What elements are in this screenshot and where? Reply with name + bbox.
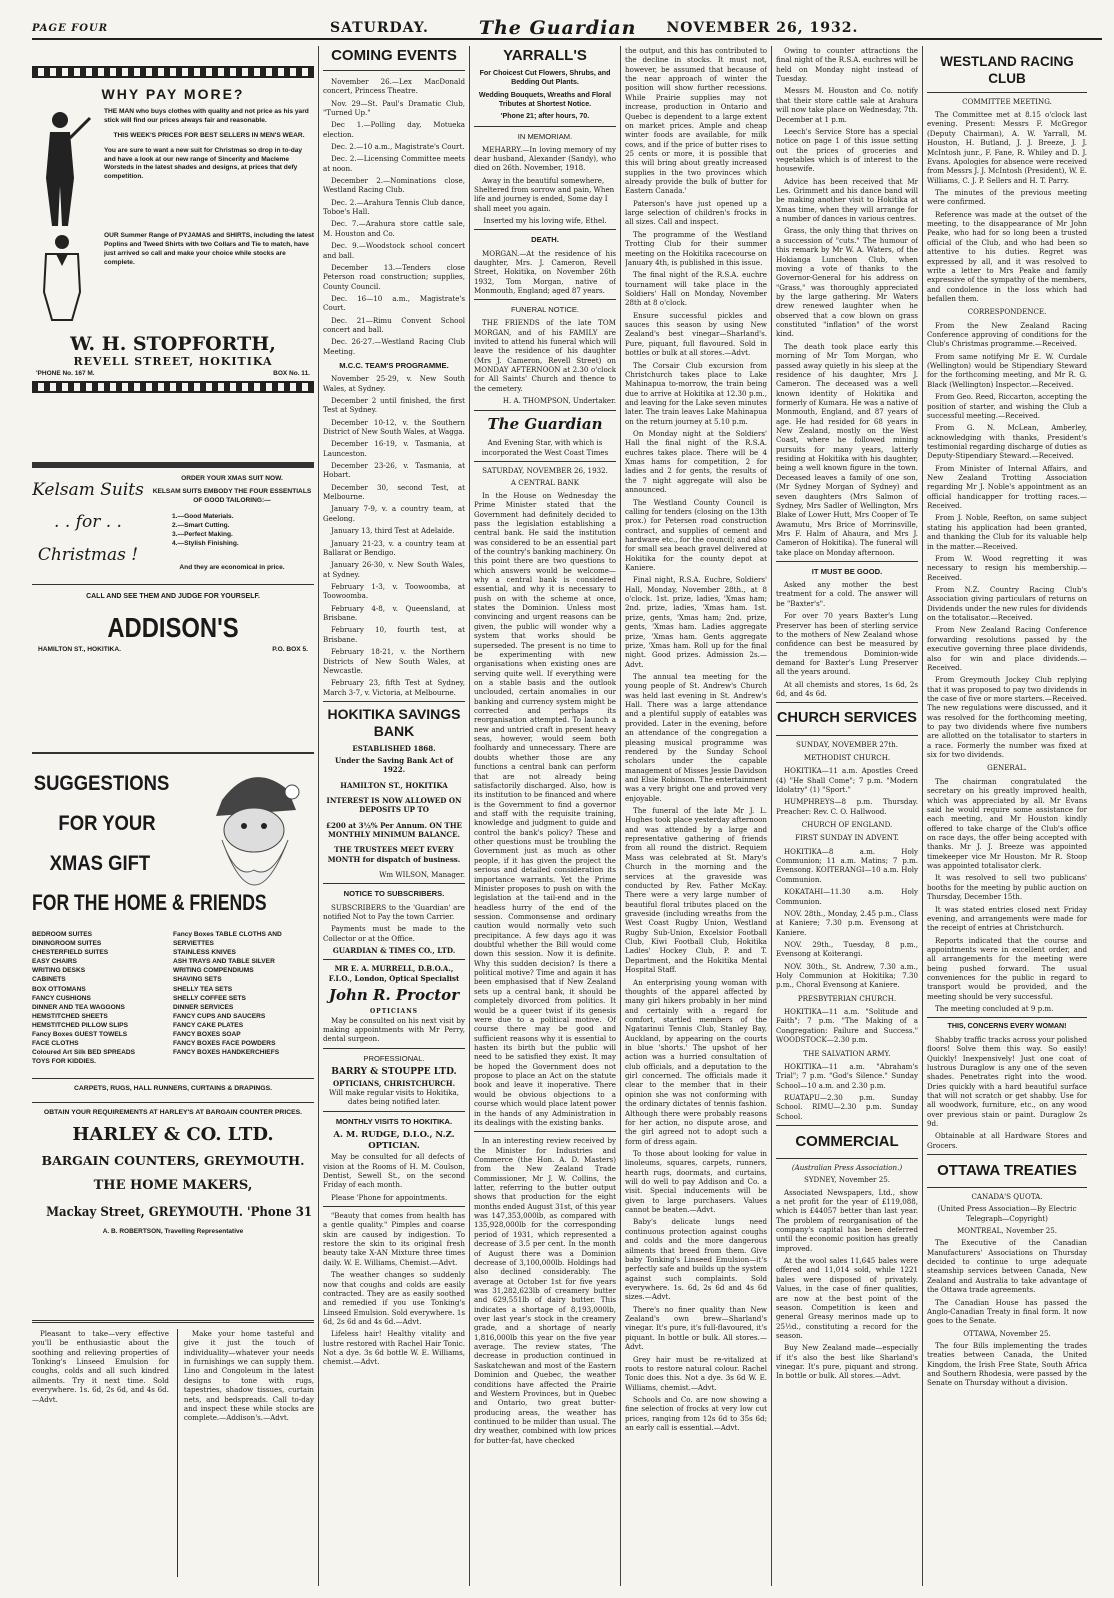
hair-text: Lifeless hair! Healthy vitality and lustre restored with Rachel Hair Tonic. Not a dye. 3s 6d bottle W. E. Williams, chemist.—Advt. <box>323 1329 465 1367</box>
column-5 <box>776 46 918 1586</box>
harley-obtain: OBTAIN YOUR REQUIREMENTS AT HARLEY'S AT BARGAIN COUNTER PRICES. <box>32 1102 314 1116</box>
advert-paragraph: For over 70 years Baxter's Lung Preserver has been of sterling service to the mothers of New Zealand whose confidence can best be measured by the tremendous Dominion-wide demand for Baxter's Lung Preserver all the years around. <box>776 611 918 677</box>
yarrall-text: For Choicest Cut Flowers, Shrubs, and Bedding Out Plants. <box>479 68 611 87</box>
news-paragraph: Grass, the only thing that thrives on a succession of "cuts." The humour of this remark by Mr W. A. Waters, of the Hokianga Luncheon Club, when moving a vote of thanks to the Governor-General for his address on "Grass," was thoroughly appreciated by the large gathering. Mr Waters drew renewed laughter when he observed that a cow blown on grass constituted "inflation" of the worst kind. <box>776 226 918 339</box>
harley-street: Mackay Street, GREYMOUTH. 'Phone 31 <box>46 1205 313 1221</box>
quota-title: CANADA'S QUOTA. <box>971 1191 1043 1201</box>
commercial-item: At the wool sales 11,645 bales were offered and 11,014 sold, while 1221 bales were disposed of privately. Values, in the case of finer qualities, are now at the best point of the season. Competition is keen and general Greasy merinos made up to 25½d., constituting a record for the season. <box>776 1256 918 1340</box>
barry-name: BARRY & STOUPPE LTD. <box>331 1066 457 1077</box>
essential-item: 4.—Stylish Finishing. <box>172 540 239 548</box>
committee-title: COMMITTEE MEETING. <box>962 96 1052 106</box>
service-item: HOKITIKA—11 a.m. Apostles Creed (4) "He Shall Come"; 7 p.m. "Modern Idolatry" (1) "Sport." <box>776 766 918 794</box>
column-3 <box>474 46 616 1586</box>
stopforth-address: REVELL STREET, HOKITIKA <box>73 355 273 368</box>
gift-item: EASY CHAIRS <box>32 958 77 966</box>
concern-text: Shabby traffic tracks across your polished floors! Solve them this way. So easily! Quickly! Inexpensively! Just one coat of lustrous Duraglow is any one of the seven shades. Penetrates right into the wood. Dries quickly with a hard beautiful surface that will not scratch or get shabby. Use for all woodwork, furniture, etc., on any wood over previous stain or paint. Duraglow 2s 9d. <box>927 1034 1087 1129</box>
news-paragraph: The Westland County Council is calling for tenders (closing on the 13th prox.) for Petersen road construction contract, and supplies of cement and hardware etc., for the council; and also for small sea beach gravel delivered at Hokitika for the county depot at Kaniere. <box>625 497 767 573</box>
correspondence-item: From Geo. Reed, Riccarton, accepting the position of starter, and wishing the Club a successful meeting.—Received. <box>927 392 1087 420</box>
col4-paragraphs <box>625 199 767 1433</box>
barry-opticians: OPTICIANS, CHRISTCHURCH. <box>332 1078 456 1088</box>
meeting-paragraph: The minutes of the previous meeting were confirmed. <box>927 187 1087 207</box>
gift-item: HEMSTITCHED SHEETS <box>32 1012 108 1020</box>
commercial-item: Buy New Zealand made—especially if it's also the best like Sharland's vinegar. It's pure, piquant and strong. In bottle or bulk. All stores.—Advt. <box>776 1343 918 1381</box>
bank-title: HOKITIKA SAVINGS BANK <box>327 705 461 739</box>
column-rule <box>922 46 923 1586</box>
gift-item: Fancy Boxes TABLE CLOTHS AND SERVIETTES <box>173 931 282 948</box>
event-item: Dec. 2.—10 a.m., Magistrate's Court. <box>331 141 465 151</box>
presbyterian-list <box>776 1007 918 1044</box>
service-item: HOKITIKA—11 a.m. "Solitude and Faith"; 7 p.m. "The Making of a Congregation: Failure and Success." WOODSTOCK—2.30 p.m. <box>776 1007 918 1045</box>
notice-text: Payments must be made to the Collector or at the Office. <box>323 924 465 943</box>
memoriam-text: MEHARRY.—In loving memory of my dear husband, Alexander (Sandy), who died on 26th. November, 1918. <box>474 144 616 173</box>
fixture-item: February 1-3, v. Toowoomba, at Toowoomba. <box>323 581 465 601</box>
yarrall-phone: 'Phone 21; after hours, 70. <box>500 112 590 121</box>
gift-item: Coloured Art Silk BED SPREADS <box>32 1049 136 1057</box>
man-figure-icon <box>32 108 104 228</box>
ottawa-dateline: MONTREAL, November 25. <box>957 1226 1057 1235</box>
ottawa-text-2: The four Bills implementing the trades treaties between Canada, the United Kingdom, the Irish Free State, South Africa and Southern Rhodesia, were passed by the Senate on Thursday without a division. <box>927 1340 1087 1388</box>
event-item: December 13.—Tenders close Peterson road construction; supplies, County Council. <box>323 262 465 291</box>
gift-item: ASH TRAYS AND TABLE SILVER <box>173 958 275 966</box>
concern-stockists: Obtainable at all Hardware Stores and Grocers. <box>927 1131 1087 1150</box>
gift-item: FANCY BOXES FACE POWDERS <box>173 1040 276 1048</box>
guardian-masthead: The Guardian <box>487 414 603 433</box>
general-list <box>927 777 1087 1014</box>
racing-club-title: WESTLAND RACING CLUB <box>940 54 1074 86</box>
notice-title: NOTICE TO SUBSCRIBERS. <box>343 889 445 899</box>
notice-company: GUARDIAN & TIMES CO., LTD. <box>332 945 456 955</box>
script-line: Kelsam Suits <box>32 480 144 500</box>
mcc-list <box>323 374 465 697</box>
event-item: December 2.—Nominations close, Westland Racing Club. <box>323 176 465 195</box>
central-bank-title: A CENTRAL BANK <box>510 478 580 488</box>
news-paragraph: The funeral of the late Mr J. L. Hughes took place yesterday afternoon and was attended by a large and representative gathering of friends from all round the district. Requiem Mass was celebrated at St. Mary's Church in the morning and the services at the graveside was conducted by Rev. Father McKay. There were a very large number of beautiful floral tributes placed on the graveside (including wreaths from the West Coast Rugby Union, Westland Rugby Sub-Union, Excelsior Football Club, Kiwi Football Club, Hokitika Ladies' Hockey Club, P. and T. Department, and the Hokitika Mental Hospital Staff. <box>625 806 767 975</box>
gift-item: FANCY CUSHIONS <box>32 994 91 1002</box>
general-item: The meeting concluded at 9 p.m. <box>935 1004 1054 1014</box>
ottawa-item: The Canadian House has passed the Anglo-Canadian Treaty in final form. It now goes to the Senate. <box>927 1297 1087 1326</box>
anglican-list <box>776 847 918 990</box>
news-paragraph: The programme of the Westland Trotting Club for their summer meeting on the Hokitika racecourse on January 4th, is published in this issue. <box>625 229 767 267</box>
service-item: HOKITIKA—8 a.m. Holy Communion; 11 a.m. Matins; 7 p.m. Evensong. KOITERANGI—10 a.m. Holy Communion. <box>776 846 918 884</box>
presbyterian-title: PRESBYTERIAN CHURCH. <box>797 993 897 1003</box>
column-6 <box>927 46 1087 1586</box>
commercial-source: (Australian Press Association.) <box>791 1162 903 1172</box>
general-item: The chairman congratulated the secretary on his greatly improved health, which was appreciated by all. Mr Evans said he would require some assistance for each meeting, and Mr Houston kindly offered to take charge of the Club's office on race days, the offer being accepted with thanks. Mr J. J. Breeze was appointed timekeeper vice Mr Houston. Mr R. Stoop was appointed totalisator clerk. <box>927 776 1087 871</box>
fixture-item: January 21-23, v. a country team at Ballarat or Bendigo. <box>323 538 465 557</box>
correspondence-item: From Minister of Internal Affairs, and New Zealand Trotting Association regarding Mr J. Noble's appointment as an official handicapper for trotting races.—Received. <box>927 463 1087 511</box>
event-item: Dec. 7.—Arahura store cattle sale, M. Houston and Co. <box>323 219 465 238</box>
meeting-paragraph: The Committee met at 8.15 o'clock last evening. Present: Messrs F. McGregor (Deputy Chairman), A. W. Yarrall, M. Houston, H. Butland, J. J. Breeze, J. J. McIntosh junr., F. Fane, R. Whiley and D. J. Evans. Apologies for absence were received from Messrs J. J. McIntosh (President), W. E. Williams, C. J. P. Sellers and H. T. Parry. <box>927 110 1087 185</box>
memoriam-inserted: Inserted my his loving wife, Ethel. <box>483 216 607 226</box>
advent-sub: FIRST SUNDAY IN ADVENT. <box>795 833 899 843</box>
service-item: KOKATAHI—11.30 a.m. Holy Communion. <box>776 887 918 906</box>
fixture-item: February 18-21, v. the Northern Districts of New South Wales, at Newcastle. <box>323 647 465 675</box>
racing-paragraphs <box>927 110 1087 303</box>
fixture-item: December 30, second Test, at Melbourne. <box>323 482 465 502</box>
bank-interest: INTEREST IS NOW ALLOWED ON DEPOSITS UP TO <box>326 795 462 815</box>
news-paragraph: On Monday night at the Soldiers' Hall the final night of the R.S.A. euchres takes place. There will be 4 Xmas hams for competition, 2 for ladies and 2 for gents, the results of the 7 night aggregate will also be announced. <box>625 429 767 495</box>
bank-trustees: THE TRUSTEES MEET EVERY MONTH for dispatch of business. <box>327 845 461 864</box>
correspondence-item: From New Zealand Racing Conference forwarding resolutions passed by the executive governing three place dividends, also for win and place dividends.—Received. <box>927 625 1087 672</box>
funeral-title: FUNERAL NOTICE. <box>510 305 580 315</box>
news-paragraph: An enterprising young woman with thoughts of the apparel affected by many girl hikers probably in her mind and certainly with a regard for comfort, startled members of the Ngatarinui Tennis Club, Stanley Bay, Auckland, by appearing on the courts in blue 'shorts.' The upshot of her action was a hurried consultation of club officials, and a deputation to the girl concerned. The officials made it clear to the member that in their opinion she was not conforming with the ordinary dictates of tennis fashion. Although there were probably reasons for her action, no dispute arose, and the girl agreed not to adopt such a form of dress again. <box>625 977 767 1146</box>
gift-item: CABINETS <box>32 976 66 984</box>
coming-events-title: COMING EVENTS <box>323 46 465 71</box>
butter-review: In an interesting review received by the Minister for Industries and Commerce (the Hon. A. D. Masters) from the New Zealand Trade Commissioner, Mr J. W. Collins, the latter, referring to the butter output shows that production for the eight months ended August 31st, of this year was 147,353,000lb, as compared with 135,928,000lb for the corresponding period of 1931, which represented a decrease of 3.5 per cent. In the month of August there was a Dominion decrease of 3,100,000lb. Holdings had also declined considerably. The average at October 1st for five years was 31,282,623lb of creamery butter and 629,551lb of dairy butter. This indicates a shortage of 8,193,000lb, over last year's stock in the creamery grade, and a shortage of nearly 1,816,000lb this year on the five year average. The review states, 'The decrease in production continued in Saskatchewan and most of the Eastern Dominion and Quebec, the weather conditions have affected the Prairie and Western Provinces, but in Quebec and Ontario, two great butter-producing areas, the weather has continued to be milder than usual. The dry weather, combined with low prices for butter-fat, have checked <box>474 1136 616 1445</box>
central-bank-text: In the House on Wednesday the Prime Minister stated that the Government had definitely decided to pass the legislation establishing a central bank. He said the institution was considered to be an essential part of the country's banking machinery. On this point there are two questions to which answers would be welcome—why a central bank is considered essential, and why it is necessary to push on with the scheme at once, states the Dominion. Unless most convincing and urgent reasons can be given, the public will wonder why a system that works should be superseded. The present is no time to be experimenting with new organisations when existing ones are serving quite well. If everything were on a stable basis and the outlook unclouded, certain anomalies in our banking and currency system might be corrected and perhaps its reorganisation attempted. To launch a new and untried craft in present heavy seas, however, would seem both foolhardy and unnecessary. There are doubts whether those are any functions a central bank can perform that are not already being satisfactorily discharged. Also, how is its institution to be financed and where is the Government to find a governor and staff with the requisite training, knowledge and judgment to guide and control the bank's policy? These and other questions must be troubling the Government just as much as other people, if it has given the project the serious and detailed consideration its importance warrants. Yet the Prime Minister proposes to push on with the legislation at the tail-end and in the headless hurry of the end of the session. Commonsense and ordinary caution would normally veto such precipitance. A few days ago it was doubtful whether the Bill would come down this session. Now it is definite. Why this sudden decision? Is there a political motive? Time and again it has been emphasised that if New Zealand sets up a central bank, it should be completely divorced from politics. It would be a queer twist if its genesis were due to a political motive. Of course there may be good and sufficient reasons why it is essential to hasten its birth but the public will need to be satisfied they exist. It may be hoped the Government does not propose to place an Act on the statute book and leave it inoperative. There would be obvious objections to a course which would place latent power in the hands of any Administration in its dealings with the existing banks. <box>474 490 616 1127</box>
gift-item: HEMSTITCHED PILLOW SLIPS <box>32 1021 128 1029</box>
ottawa-title: OTTAWA TREATIES <box>937 1162 1077 1180</box>
addison-box: P.O. BOX 5. <box>272 645 308 653</box>
fixture-item: January 13, third Test at Adelaide. <box>331 526 455 536</box>
gift-item: SHELLY TEA SETS <box>173 985 233 993</box>
shirt-figure-icon <box>32 232 104 327</box>
commercial-title: COMMERCIAL <box>795 1133 899 1151</box>
gift-item: DINNER SERVICES <box>173 1003 234 1011</box>
stopforth-name: W. H. STOPFORTH, <box>70 333 276 355</box>
harley-rep: A. B. ROBERTSON, Travelling Representative <box>102 1228 244 1236</box>
monthly-title: MONTHLY VISITS TO HOKITIKA. <box>335 1116 453 1126</box>
page-number: PAGE FOUR <box>32 22 109 34</box>
news-paragraph: Messrs M. Houston and Co. notify that their store cattle sale at Arahura will now take place on Wednesday, 7th. December at 1 p.m. <box>776 86 918 124</box>
ottawa-source: (United Press Association—By Electric Telegraph—Copyright) <box>937 1204 1077 1223</box>
checker-border <box>32 66 314 78</box>
news-paragraph: The final night of the R.S.A. euchre tournament will take place in the Soldiers' Hall on Monday, November 28th at 8 o'clock. <box>625 270 767 308</box>
gift-item: TOYS FOR KIDDIES. <box>32 1058 96 1066</box>
meeting-paragraph: Reference was made at the outset of the meeting, to the disappearance of Mr John Peake, who had for so long been a trusted official of the Club, and who had been so attentive to his duties. Regret was expressed by all, and it was resolved to write a letter to Mrs Peake and family expressive of the sympathy of the members, and condolence in the loss which had befallen them. <box>927 209 1087 303</box>
ad-text: OUR Summer Range of PYJAMAS and SHIRTS, including the latest Poplins and Tweed Shirts with two Collars and Tie to match, have just arrived so call and make your choice while stocks are complete. <box>104 232 314 266</box>
ad-econ: And they are economical in price. <box>179 563 285 571</box>
methodist-title: METHODIST CHURCH. <box>803 752 891 762</box>
correspondence-item: From J. Noble, Reefton, on same subject stating his application had been granted, and thanking the Club for its valuable help in the matter.—Received. <box>927 513 1087 551</box>
events-list <box>323 77 465 356</box>
harley-carpets: CARPETS, RUGS, HALL RUNNERS, CURTAINS & DRAPINGS. <box>32 1078 314 1092</box>
header-day: SATURDAY. <box>330 20 429 36</box>
rudge-text: May be consulted for all defects of vision at the Rooms of H. M. Coulson, Dentist, Sewell St., on the second Friday of each month. <box>323 1152 465 1190</box>
stopforth-box: BOX No. 11. <box>273 370 310 377</box>
harley-list-left <box>32 930 173 1066</box>
addison-name: ADDISON'S <box>107 611 239 643</box>
service-item: NOV. 30th., St. Andrew, 7.30 a.m., Holy Communion at Hokitika; 7.30 p.m., Choral Evensong at Kaniere. <box>776 961 918 990</box>
gift-item: WRITING COMPENDIUMS <box>173 967 254 975</box>
event-item: Dec. 9.—Woodstock school concert and ball. <box>323 241 465 260</box>
column-4 <box>625 46 767 1586</box>
correspondence-item: From G. N. McLean, Amberley, acknowledging with thanks, President's testimonial regarding discharge of duties as Deputy-Stipendiary Steward.—Received. <box>927 423 1087 461</box>
gift-item: DINNER AND TEA WAGGONS <box>32 1003 125 1011</box>
news-paragraph: Ensure successful pickles and sauces this season by using New Zealand's best vinegar—Sharland's. Pure, piquant, full flavoured. Sold in bottles or bulk at all stores.—Advt. <box>625 310 767 358</box>
page-header <box>32 18 1102 40</box>
general-item: It was stated entries closed next Friday evening, and arrangements were made for the receipt of entries at Christchurch. <box>927 904 1087 933</box>
notice-addison: Make your home tasteful and give it just the touch of individuality—whatever your needs in furnishings we can supply them. Lino and Congoleum in the latest designs to tone with rugs, tapestries, shadow tissues, curtain nets, and bedspreads. Call to-day and inspect these while stocks are complete.—Addison's.—Advt. <box>177 1329 314 1577</box>
column-rule <box>620 46 621 1586</box>
bank-rate: £200 at 3½% Per Annum. ON THE MONTHLY MINIMUM BALANCE. <box>326 820 462 840</box>
service-item: HOKITIKA—11 a.m. "Abraham's Trial"; 7 p.m. "God's Silence." Sunday School—10 a.m. and 2.30 p.m. <box>776 1061 918 1090</box>
stopforth-phone: 'PHONE No. 167 M. <box>36 370 95 377</box>
harley-line: XMAS GIFT <box>49 852 151 875</box>
essential-item: 3.—Perfect Making. <box>172 531 233 539</box>
harley-line: FOR THE HOME & FRIENDS <box>32 890 267 915</box>
checker-border <box>32 381 314 393</box>
col5-paragraphs <box>776 46 918 557</box>
undertaker: H. A. THOMPSON, Undertaker. <box>502 396 616 406</box>
gift-item: CHESTERFIELD SUITES <box>32 949 109 957</box>
gift-item: FACE CLOTHS <box>32 1040 79 1048</box>
script-line: Christmas ! <box>37 544 139 565</box>
ottawa-dateline-2: OTTAWA, November 25. <box>963 1328 1051 1338</box>
advert-paragraph: Asked any mother the best treatment for a cold. The answer will be "Baxter's". <box>776 580 918 608</box>
weather-text: The weather changes so suddenly now that coughs and colds are easily contracted. They are as easily soothed and remedied if you use Tonking's Linseed Emulsion. Sold everywhere. 1s 6d, 2s 6d and 4s 6d.—Advt. <box>323 1270 465 1326</box>
commercial-list <box>776 1188 918 1381</box>
fixture-item: February 4-8, v. Queensland, at Brisbane. <box>323 603 465 623</box>
mcc-title: M.C.C. TEAM'S PROGRAMME. <box>339 361 449 371</box>
gift-item: FANCY BOXES HANDKERCHIEFS <box>173 1049 280 1057</box>
commercial-item: Associated Newspapers, Ltd., show a net profit for the year of £119,088, which is £44057 better than last year. The problem of reorganisation of the company's capital has been deferred until the economic position has greatly improved. <box>776 1187 918 1253</box>
news-paragraph: The Corsair Club excursion from Christchurch takes place to Lake Mahinapua to-morrow, the train being due to arrive at Hokitika at 12.30 p.m., and leaving for the Lake seven minutes later. The train leaves Lake Mahinapua on the return journey at 5.10 p.m. <box>625 360 767 426</box>
ad-text: THE MAN who buys clothes with quality and not price as his yard stick will find our prices always fair and reasonable. <box>104 108 309 124</box>
memoriam-poem: Away in the beautiful somewhere, Sheltered from sorrow and pain, When life and journey is ended, Some day I shall meet you again. <box>474 175 615 213</box>
gift-item: DININGROOM SUITES <box>32 940 102 948</box>
gift-item: WRITING DESKS <box>32 967 86 975</box>
funeral-text: THE FRIENDS of the late TOM MORGAN, and of his FAMILY are invited to attend his funeral which will leave the residence of his daughter (Mrs J. Cameron, Revell Street) on MONDAY AFTERNOON at 2.30 o'clock for All Saints' Church and thence to the cemetery. <box>474 318 616 393</box>
event-item: Dec. 2.—Arahura Tennis Club dance, Toboe's Hall. <box>323 197 465 217</box>
fixture-item: November 25-29, v. New South Wales, at Sydney. <box>323 374 465 393</box>
service-item: RUATAPU—2.30 p.m. Sunday School. RIMU—2.30 p.m. Sunday School. <box>776 1093 918 1121</box>
ad-title: WHY PAY MORE? <box>101 86 245 102</box>
proctor-note: May be consulted on his next visit by making appointments with Mr Perry, dental surgeon. <box>323 1015 465 1044</box>
good-paragraphs <box>776 580 918 698</box>
barry-note: Will make regular visits to Hokitika, dates being notified later. <box>328 1088 459 1107</box>
salvation-title: THE SALVATION ARMY. <box>803 1048 891 1058</box>
gift-item: STAINLESS KNIVES <box>173 949 236 957</box>
column-2 <box>323 46 465 1586</box>
correspondence-item: From N.Z. Country Racing Club's Association giving particulars of returns on Dividends under the new rules for dividends on the totalisator.—Received. <box>927 585 1087 623</box>
column-rule <box>469 46 470 1586</box>
fixture-item: January 26-30, v. New South Wales, at Sydney. <box>323 560 465 579</box>
script-line: . . for . . <box>54 512 122 533</box>
event-item: November 26.—Lex MacDonald concert, Princess Theatre. <box>323 76 465 96</box>
bank-address: HAMILTON ST., HOKITIKA <box>340 780 448 790</box>
bank-act: Under the Saving Bank Act of 1922. <box>334 755 454 775</box>
gift-item: FANCY CAKE PLATES <box>173 1021 244 1029</box>
essential-item: 2.—Smart Cutting. <box>172 521 230 529</box>
bottom-notices <box>32 1320 314 1580</box>
news-paragraph: Advice has been received that Mr Les. Grimmett and his dance band will be making another visit to Hokitika at Xmas time, when they will arrange for a number of dances in various centres. <box>776 176 918 224</box>
general-title: GENERAL. <box>987 763 1027 773</box>
news-paragraph: The annual tea meeting for the young people of St. Andrew's Church was held last evening in St. Andrew's Hall. There was a large attendance and a plentiful supply of eatables was provided. Later in the evening, before an attendance of the congregation a pleasing musical programme was rendered by the Sunday School scholars under the capable management of Misses Jessie Davidson and Elsie Robinson. The entertainment was a very bright one and proved very enjoyable. <box>625 672 767 803</box>
yarrall-text: Wedding Bouquets, Wreaths and Floral Tributes at Shortest Notice. <box>478 90 612 108</box>
proctor-opticians: OPTICIANS <box>369 1007 419 1015</box>
ad-call: CALL AND SEE THEM AND JUDGE FOR YOURSELF. <box>32 584 314 600</box>
harley-bargain: BARGAIN COUNTERS, GREYMOUTH. <box>41 1153 305 1169</box>
fixture-item: December 10-12, v. the Southern District of New South Wales, at Wagga. <box>323 417 465 436</box>
gift-item: BOX OTTOMANS <box>32 985 86 993</box>
notice-text: SUBSCRIBERS to the 'Guardian' are notified Not to Pay the town Carrier. <box>323 902 465 921</box>
ad-sub: KELSAM SUITS EMBODY THE FOUR ESSENTIALS OF GOOD TAILORING:— <box>152 488 312 505</box>
event-item: Dec 1.—Polling day, Motueka election. <box>323 120 465 139</box>
correspondence-title: CORRESPONDENCE. <box>967 307 1047 317</box>
addison-advert <box>32 462 314 732</box>
event-item: Dec. 21—Rimu Convent School concert and ball. <box>323 315 465 335</box>
harley-advert <box>32 752 314 1312</box>
event-item: Dec. 26-27.—Westland Racing Club Meeting. <box>323 337 465 356</box>
ottawa-item: The Executive of the Canadian Manufacturers' Associations on Thursday decided to continue to urge adequate steamship services between Canada, New Zealand and Australia to take advantage of the Ottawa trade agreements. <box>927 1238 1087 1295</box>
fixture-item: February 23, fifth Test at Sydney, March 3-7, v. Victoria, at Melbourne. <box>323 678 465 697</box>
gift-item: SHELLY COFFEE SETS <box>173 994 246 1002</box>
methodist-list <box>776 766 918 816</box>
event-item: Dec. 16—10 a.m., Magistrate's Court. <box>323 293 465 313</box>
column-rule <box>318 46 319 1586</box>
advert-paragraph: At all chemists and stores, 1s 6d, 2s 6d, and 4s 6d. <box>776 679 918 699</box>
news-paragraph: Paterson's have just opened up a large selection of children's frocks in all sizes. Call and inspect. <box>625 198 767 227</box>
masthead: The Guardian <box>478 17 637 39</box>
proctor-logo: John R. Proctor <box>328 986 460 1005</box>
ad-head: ORDER YOUR XMAS SUIT NOW. <box>181 475 283 482</box>
anglican-title: CHURCH OF ENGLAND. <box>801 820 893 830</box>
harley-line: FOR YOUR <box>58 812 156 835</box>
news-paragraph: Grey hair must be re-vitalized at roots to restore natural colour. Rachel Tonic does this. Not a dye. 3s 6d W. E. Williams, chemist.—Advt. <box>625 1354 767 1392</box>
fixture-item: December 23-26, v. Tasmania, at Hobart. <box>323 461 465 480</box>
service-item: NOV. 29th., Tuesday, 8 p.m., Evensong at Koiterangi. <box>776 939 918 959</box>
harley-list-right <box>173 930 314 1066</box>
harley-line: SUGGESTIONS <box>33 772 170 795</box>
notice-tonking: Pleasant to take—very effective you'll be enthusiastic about the soothing and relieving properties of Tonking's Linseed Emulsion for coughs, colds and all such kindred ailments. Try it next time. Sold everywhere. 1s. 6d, 2s 6d, and 4s 6d.—Advt. <box>32 1329 169 1404</box>
harley-name: HARLEY & CO. LTD. <box>72 1124 274 1146</box>
gift-item: FANCY BOXES SOAP <box>173 1031 241 1039</box>
news-paragraph: The death took place early this morning of Mr Tom Morgan, who passed away quietly in his sleep at the residence of his daughter, Mrs J. Cameron. The deceased was a well known identity of Hokitika and formerly of Kumara. He was a native of Monmouth, England, and 87 years of age. He had resided for 68 years in New Zealand, mostly on the West Coast, where he followed mining pursuits for many years, latterly residing at Hokitika with his daughter, being a well known figure in the town. Deceased leaves a family of one son, (Mr Sydney Morgan of Sydney) and seven daughters (Mrs Salmon of Sydney, Mrs Sadler of Wellington, Mrs Blake of Lower Hutt, Mrs Cooper of Te Awamutu, Mrs Brice of Morrinsville, Mrs F. Halm of Ahaura, and Mrs J. Cameron of Hokitika). The funeral will take place on Monday afternoon. <box>776 341 918 557</box>
ad-text: You are sure to want a new suit for Christmas so drop in to-day and have a look at our new range of Sincerity and Macleme Worsteds in the latest shades and designs, at prices that defy competition. <box>104 146 303 181</box>
fixture-item: December 2 until finished, the first Test at Sydney. <box>323 395 465 415</box>
dateline: SATURDAY, NOVEMBER 26, 1932. <box>482 466 608 476</box>
gift-item: BEDROOM SUITES <box>32 931 93 938</box>
fixture-item: December 16-19, v. Tasmania, at Launceston. <box>323 439 465 458</box>
essential-item: 1.—Good Materials. <box>172 512 234 520</box>
ad-text: THIS WEEK'S PRICES FOR BEST SELLERS IN MEN'S WEAR. <box>113 131 305 139</box>
general-item: It was resolved to sell two publicans' booths for the meeting by public auction on Thursday, December 15th. <box>927 873 1087 902</box>
rudge-phone: Please 'Phone for appointments. <box>331 1192 448 1202</box>
guardian-sub: And Evening Star, with which is incorporated the West Coast Times <box>481 438 609 457</box>
event-item: Nov. 29—St. Paul's Dramatic Club, "Turned Up." <box>323 98 465 117</box>
header-date: NOVEMBER 26, 1932. <box>666 20 859 36</box>
addison-address: HAMILTON ST., HOKITIKA. <box>38 645 121 653</box>
event-item: Dec. 2.—Licensing Committee meets at noon. <box>323 154 465 173</box>
death-title: DEATH. <box>531 235 559 245</box>
news-paragraph: Leech's Service Store has a special notice on page 1 of this issue setting out the prices of groceries and vegetables which is of interest to the housewife. <box>776 126 918 174</box>
concern-title: THIS, CONCERNS EVERY WOMAN! <box>947 1022 1067 1031</box>
service-item: HUMPHREYS—8 p.m. Thursday. Preacher: Rev. C. O. Hallwood. <box>776 797 918 816</box>
professional-title: PROFESSIONAL. <box>363 1053 425 1063</box>
salvation-list <box>776 1062 918 1121</box>
bank-established: ESTABLISHED 1868. <box>352 743 436 753</box>
optician-name: MR E. A. MURRELL, D.B.O.A., F.I.O., London, Optical Specialist <box>328 964 460 983</box>
correspondence-item: From same notifying Mr E. W. Curdale (Wellington) would be Stipendiary Steward for the forthcoming meeting, and Mr R. G. Black (Wellington) Inspector.—Received. <box>927 351 1087 389</box>
good-title: IT MUST BE GOOD. <box>811 567 883 577</box>
rudge-name: A. M. RUDGE, D.I.O., N.Z. OPTICIAN. <box>333 1129 455 1151</box>
correspondence-item: From W. Wood regretting it was necessary to resign his membership.—Received. <box>927 553 1087 582</box>
news-paragraph: Final night, R.S.A. Euchre, Soldiers' Hall, Monday, November 28th., at 8 o'clock. 1st. prize, ladies, 'Xmas ham; 2nd. prize, ladies, 'Xmas ham. 1st. prize, gents, 'Xmas ham; 2nd. prize, gents, 'Xmas ham. Ladies aggregate prize, 'Xmas ham. Gents aggregate prize, 'Xmas ham. Roll up for the final night. Good prizes. Admission 2s.—Advt. <box>625 575 767 669</box>
correspondence-list <box>927 321 1087 760</box>
memoriam-title: IN MEMORIAM. <box>517 131 573 141</box>
service-item: NOV. 28th., Monday, 2.45 p.m., Class at Kaniere; 7.30 p.m. Evensong at Kaniere. <box>776 908 918 937</box>
general-item: Reports indicated that the course and appointments were in excellent order, and all arrangements for the meeting were being pushed forward. The usual conveniences for the public in regard to transport would be provided, and the meeting should be very successful. <box>927 935 1087 1001</box>
correspondence-item: From the New Zealand Racing Conference approving of conditions for the Club's Christmas programme.—Received. <box>927 320 1087 349</box>
bank-manager: Wm WILSON, Manager. <box>379 870 465 880</box>
fixture-item: February 10, fourth test, at Brisbane. <box>323 625 465 644</box>
news-paragraph: Baby's delicate lungs need continuous protection against coughs and colds and the more dangerous ailments that breed from them. Give baby Tonking's Linseed Emulsion—it's perfectly safe and builds up the system against such complaints. Sold everywhere. 1s. 6d, 2s 6d and 4s 6d sizes.—Advt. <box>625 1217 767 1302</box>
gift-item: SHAVING SETS <box>173 976 222 984</box>
fixture-item: January 7-9, v. a country team, at Geelong. <box>323 504 465 523</box>
column-rule <box>771 46 772 1586</box>
yarrall-title: YARRALL'S <box>503 47 587 64</box>
gift-item: FANCY CUPS AND SAUCERS <box>173 1012 266 1020</box>
church-title: CHURCH SERVICES <box>777 710 917 727</box>
stopforth-advert <box>32 66 314 454</box>
commercial-dateline: SYDNEY, November 25. <box>804 1175 890 1185</box>
beauty-text: "Beauty that comes from health has a gentle quality." Pimples and coarse skin are caused by indigestion. To restore the skin to its original fresh beauty take X-AN Mixture three times daily. W. E. Williams, Chemist.—Advt. <box>323 1211 465 1267</box>
news-paragraph: To those about looking for value in linoleums, squares, carpets, runners, hearth rugs, doormats, and curtains, will do well to pay Addison and Co. a visit. Special inducements will be given to large purchasers. Values cannot be beaten.—Advt. <box>625 1148 767 1215</box>
church-date: SUNDAY, NOVEMBER 27th. <box>796 739 898 749</box>
news-paragraph: Schools and Co. are now showing a fine selection of frocks at very low cut prices, ranging from 12s 6d to 35s 6d; an early call is essential.—Advt. <box>625 1394 767 1433</box>
gift-item: Fancy Boxes GUEST TOWELS <box>32 1031 128 1039</box>
harley-makers: THE HOME MAKERS, <box>93 1178 253 1194</box>
news-paragraph: There's no finer quality than New Zealand's own brew—Sharland's vinegar. It's pure, it's full-flavoured, it's piquant. In bottle or bulk. All stores.—Advt. <box>625 1304 767 1352</box>
ottawa-list <box>927 1238 1087 1325</box>
news-paragraph: Owing to counter attractions the final night of the R.S.A. euchres will be held on Monday night instead of Tuesday. <box>776 46 918 84</box>
death-text: MORGAN.—At the residence of his daughter, Mrs. J. Cameron, Revell Street, Hokitika, on November 26th 1932, Tom Morgan, native of Monmouth, England; aged 87 years. <box>474 248 616 295</box>
correspondence-item: From Greymouth Jockey Club replying that it was proposed to pay two dividends in the case of five or more starters.—Received. The new regulations were discussed, and it was resolved for the forthcoming meeting, to pay two dividends where five numbers are allotted on the totalisator to starters in a race. Formerly the number was fixed at six for two dividends. <box>927 675 1087 760</box>
butter-review-cont: the output, and this has contributed to the decline in stocks. It must not, however, be assumed that because of the near approach of winter the position will show further recessions. While Prairie supplies may not increase, production in Ontario and Quebec is dependent to a large extent on market prices. Ample and cheap winter foods are available, for milk cows, and if the price of butter rises to 25 cents or more, it is possible that this will bring about greatly increased supplies in the two provinces which already provide the bulk of butter for Eastern Canada.' <box>625 46 767 196</box>
